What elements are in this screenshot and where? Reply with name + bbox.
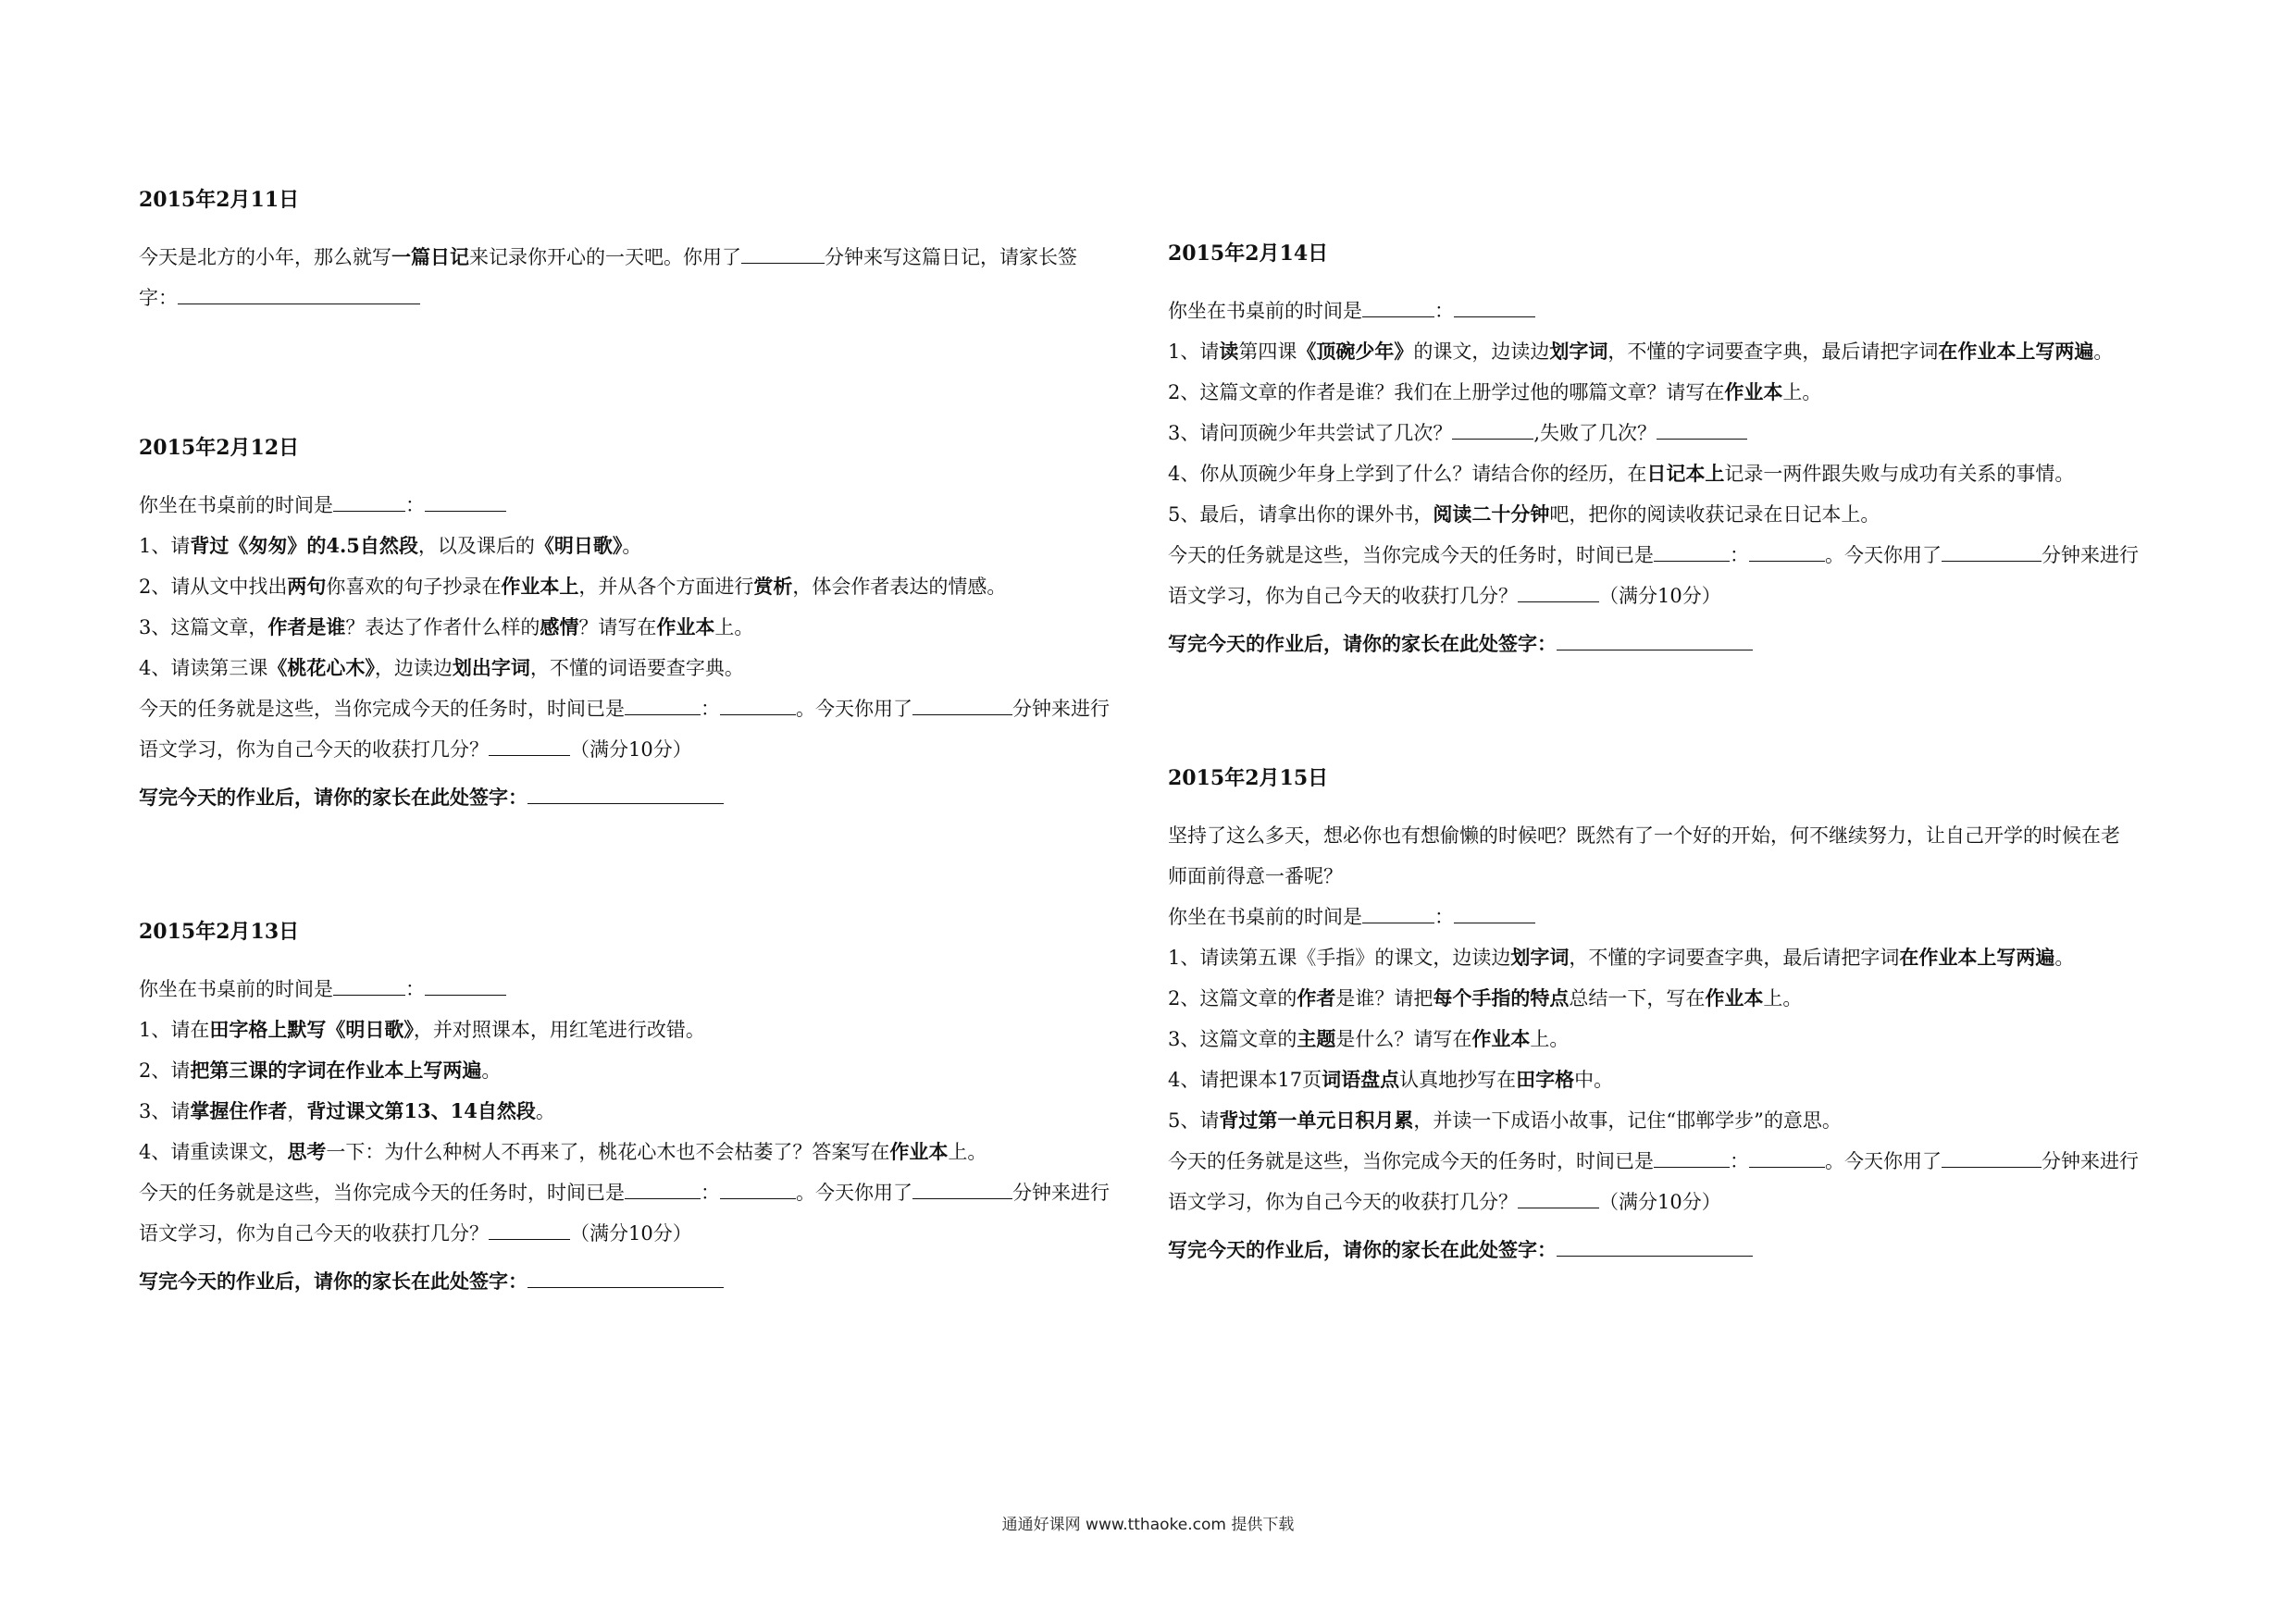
bold-text: 在作业本上写两遍 (1938, 340, 2094, 363)
bold-text: 阅读二十分钟 (1433, 502, 1550, 526)
summary-line-2 (1168, 576, 2167, 616)
end-hour-blank[interactable] (625, 713, 701, 715)
total-minutes-blank[interactable] (1942, 560, 2042, 562)
text: 3、请问顶碗少年共尝试了几次？ (1168, 422, 1453, 444)
minutes-blank[interactable] (741, 262, 825, 264)
task-2 (139, 1050, 1138, 1091)
end-hour-blank[interactable] (1654, 1166, 1730, 1168)
score-blank[interactable] (1518, 601, 1599, 602)
total-minutes-blank[interactable] (1942, 1166, 2042, 1168)
task-line (139, 237, 1138, 278)
end-hour-blank[interactable] (1654, 560, 1730, 562)
text: 。今天你用了 (1825, 1150, 1942, 1172)
text: ,失败了几次？ (1533, 422, 1657, 444)
text: 来记录你开心的一天吧。你用了 (469, 246, 741, 268)
text: ，并读一下成语小故事，记住“邯郸学步”的意思。 (1413, 1109, 1842, 1132)
text: 2、请从文中找出 (139, 576, 288, 598)
text: ： (701, 698, 720, 720)
bold-text: 两句 (287, 575, 327, 598)
text: 语文学习，你为自己今天的收获打几分？ (1168, 1191, 1518, 1213)
task-3 (1168, 1019, 2167, 1059)
bold-text: 掌握住作者 (190, 1099, 288, 1122)
text: ， (287, 1100, 307, 1122)
text: 5、最后，请拿出你的课外书， (1168, 503, 1433, 526)
text: 今天的任务就是这些，当你完成今天的任务时，时间已是 (139, 1182, 625, 1204)
text: 。今天你用了 (796, 1182, 912, 1204)
total-minutes-blank[interactable] (912, 1197, 1012, 1199)
task-5 (1168, 494, 2167, 535)
bold-text: 划字词 (1549, 340, 1608, 363)
page-footer: 通通好课网 www.tthaoke.com 提供下载 (1001, 1516, 1295, 1534)
text: 你喜欢的句子抄录在 (326, 576, 502, 598)
section-date: 2015年2月14日 (1168, 242, 1329, 266)
text: ： (405, 494, 425, 516)
time-line (139, 969, 1138, 1010)
bold-text: 作业本 (656, 615, 715, 638)
bold-text: 作业本 (1724, 380, 1783, 403)
text: 3、请 (139, 1100, 191, 1122)
text: 写完今天的作业后，请你的家长在此处签字： (139, 786, 527, 809)
bold-text: 词语盘点 (1322, 1068, 1400, 1091)
bold-text: 感情 (540, 615, 579, 638)
text: 总结一下，写在 (1569, 987, 1706, 1010)
task-3 (139, 607, 1138, 648)
text: 5、请 (1168, 1109, 1220, 1132)
task-1 (139, 526, 1138, 566)
text: （满分10分） (1599, 1191, 1721, 1213)
text: 今天的任务就是这些，当你完成今天的任务时，时间已是 (139, 698, 625, 720)
text: 分钟来进行 (1012, 1182, 1110, 1204)
section-date: 2015年2月12日 (139, 436, 300, 460)
end-minute-blank[interactable] (1749, 560, 1825, 562)
hour-blank[interactable] (1362, 316, 1434, 317)
text: 语文学习，你为自己今天的收获打几分？ (139, 738, 489, 761)
text: 上。 (714, 616, 754, 638)
task-2 (1168, 978, 2167, 1019)
section-date: 2015年2月13日 (139, 920, 300, 944)
text: 记录一两件跟失败与成功有关系的事情。 (1724, 463, 2075, 485)
text: 3、这篇文章的 (1168, 1028, 1297, 1050)
bold-text: 作业本 (889, 1140, 949, 1163)
intro-line-1: 坚持了这么多天，想必你也有想偷懒的时候吧？既然有了一个好的开始，何不继续努力，让自己开学的时候在老 (1168, 824, 2120, 847)
task-4 (1168, 453, 2167, 494)
text: 4、你从顶碗少年身上学到了什么？请结合你的经历，在 (1168, 463, 1647, 485)
text: 吧，把你的阅读收获记录在日记本上。 (1549, 503, 1880, 526)
text: （满分10分） (570, 738, 692, 761)
bold-text: 赏析 (753, 575, 793, 598)
text: （满分10分） (1599, 585, 1721, 607)
intro-line-2: 师面前得意一番呢？ (1168, 865, 1343, 887)
attempts-blank[interactable] (1452, 438, 1533, 440)
bold-text: 《明日歌》 (534, 534, 623, 557)
bold-text: 背过《匆匆》的4.5自然段 (190, 534, 418, 557)
minute-blank[interactable] (1454, 316, 1535, 317)
bold-text: 每个手指的特点 (1433, 986, 1570, 1010)
hour-blank[interactable] (333, 994, 405, 996)
text: 1、请 (1168, 341, 1220, 363)
text: ： (405, 978, 425, 1000)
text: ？请写在 (578, 616, 657, 638)
task-5 (1168, 1100, 2167, 1141)
task-2 (1168, 372, 2167, 413)
text: ，不懂的词语要查字典。 (529, 657, 744, 679)
text: 分钟来进行 (2042, 544, 2139, 566)
text: 分钟来进行 (1012, 698, 1110, 720)
task-4 (139, 648, 1138, 688)
task-1 (1168, 331, 2167, 372)
failures-blank[interactable] (1657, 438, 1747, 440)
text: 写完今天的作业后，请你的家长在此处签字： (139, 1270, 527, 1293)
time-line (139, 485, 1138, 526)
total-minutes-blank[interactable] (912, 713, 1012, 715)
text: 上。 (1763, 987, 1803, 1010)
summary-line-1 (1168, 1141, 2167, 1182)
text: 4、请读第三课 (139, 657, 268, 679)
text: 分钟来写这篇日记，请家长签 (825, 246, 1077, 268)
bold-text: 在作业本上写两遍 (1899, 946, 2055, 969)
text: ： (1434, 300, 1454, 322)
text: ，不懂的字词要查字典，最后请把字词 (1607, 341, 1939, 363)
summary-line-1 (139, 1172, 1138, 1213)
bold-text: 《桃花心木》 (267, 656, 375, 679)
end-minute-blank[interactable] (1749, 1166, 1825, 1168)
score-blank[interactable] (489, 754, 570, 756)
text: 上。 (1530, 1028, 1570, 1050)
parent-signature-blank[interactable] (527, 1286, 724, 1288)
text: 你坐在书桌前的时间是 (1168, 906, 1362, 928)
end-minute-blank[interactable] (720, 713, 796, 715)
text: 1、请在 (139, 1019, 210, 1041)
bold-text: 划字词 (1510, 946, 1570, 969)
bold-text: 田字格 (1516, 1068, 1575, 1091)
text: 一下：为什么种树人不再来了，桃花心木也不会枯萎了？答案写在 (326, 1141, 890, 1163)
bold-text: 作业本 (1705, 986, 1764, 1010)
parent-signature-blank[interactable] (178, 303, 420, 304)
summary-line-2 (139, 729, 1138, 770)
text: 分钟来进行 (2042, 1150, 2139, 1172)
section-feb-14 (1168, 239, 2167, 664)
text: 。 (622, 535, 642, 557)
text: 上。 (1782, 381, 1822, 403)
text: 是谁？请把 (1335, 987, 1433, 1010)
text: 认真地抄写在 (1399, 1069, 1517, 1091)
bold-text: 一篇日记 (391, 245, 469, 268)
bold-text: 作业本上 (501, 575, 579, 598)
text: ： (1434, 906, 1454, 928)
bold-text: 思考 (287, 1140, 327, 1163)
signature-line (139, 278, 1138, 318)
bold-text: 日记本上 (1646, 462, 1725, 485)
parent-signature-blank[interactable] (1557, 1255, 1753, 1257)
text: 你坐在书桌前的时间是 (139, 494, 333, 516)
parent-signature-line (1168, 1230, 2167, 1270)
text: 2、这篇文章的 (1168, 987, 1297, 1010)
task-1 (139, 1010, 1138, 1050)
bold-text: 背过课文第13、14自然段 (306, 1099, 536, 1122)
bold-text: 田字格上默写《明日歌》 (209, 1018, 414, 1041)
task-1 (1168, 937, 2167, 978)
summary-line-2 (139, 1213, 1138, 1254)
section-feb-15 (1168, 763, 2167, 1270)
text: 。今天你用了 (796, 698, 912, 720)
text: 上。 (948, 1141, 987, 1163)
section-feb-13 (139, 917, 1138, 1302)
text: ？表达了作者什么样的 (345, 616, 540, 638)
text: 第四课 (1238, 341, 1297, 363)
text: 中。 (1574, 1069, 1614, 1091)
text: 写完今天的作业后，请你的家长在此处签字： (1168, 632, 1557, 655)
end-minute-blank[interactable] (720, 1197, 796, 1199)
text: 4、请把课本17页 (1168, 1069, 1322, 1091)
time-line (1168, 897, 2167, 937)
bold-text: 《顶碗少年》 (1297, 340, 1414, 363)
text: 3、这篇文章， (139, 616, 268, 638)
hour-blank[interactable] (1362, 922, 1434, 923)
bold-text: 作业本 (1471, 1027, 1531, 1050)
text: 写完今天的作业后，请你的家长在此处签字： (1168, 1238, 1557, 1261)
task-4 (1168, 1059, 2167, 1100)
minute-blank[interactable] (1454, 922, 1535, 923)
section-feb-11 (139, 185, 1138, 318)
text: ，并从各个方面进行 (578, 576, 754, 598)
text: ，并对照课本，用红笔进行改错。 (413, 1019, 705, 1041)
text: 。 (2093, 341, 2114, 363)
bold-text: 背过第一单元日积月累 (1219, 1109, 1414, 1132)
right-column (1168, 239, 2167, 1290)
task-2 (139, 566, 1138, 607)
text: 1、请读第五课《手指》的课文，边读边 (1168, 947, 1511, 969)
task-3 (1168, 413, 2167, 453)
text: 2、这篇文章的作者是谁？我们在上册学过他的哪篇文章？请写在 (1168, 381, 1725, 403)
bold-text: 把第三课的字词在作业本上写两遍 (190, 1059, 482, 1082)
text: 。今天你用了 (1825, 544, 1942, 566)
text: 你坐在书桌前的时间是 (1168, 300, 1362, 322)
time-line (1168, 291, 2167, 331)
parent-signature-blank[interactable] (1557, 649, 1753, 650)
section-date: 2015年2月11日 (139, 188, 300, 212)
text: ，边读边 (374, 657, 453, 679)
text: 的课文，边读边 (1413, 341, 1550, 363)
end-hour-blank[interactable] (625, 1197, 701, 1199)
summary-line-1 (139, 688, 1138, 729)
bold-text: 作者 (1297, 986, 1336, 1010)
parent-signature-blank[interactable] (527, 802, 724, 804)
text: ： (701, 1182, 720, 1204)
text: 今天是北方的小年，那么就写 (139, 246, 391, 268)
text: 语文学习，你为自己今天的收获打几分？ (1168, 585, 1518, 607)
text: 1、请 (139, 535, 191, 557)
text: 语文学习，你为自己今天的收获打几分？ (139, 1222, 489, 1245)
text: 4、请重读课文， (139, 1141, 288, 1163)
text: 2、请 (139, 1059, 191, 1082)
score-blank[interactable] (1518, 1207, 1599, 1208)
minute-blank[interactable] (425, 994, 506, 996)
text: ，不懂的字词要查字典，最后请把字词 (1569, 947, 1900, 969)
text: 。 (2054, 947, 2075, 969)
parent-signature-line (1168, 624, 2167, 664)
task-3 (139, 1091, 1138, 1132)
text: 。 (481, 1059, 502, 1082)
bold-text: 划出字词 (452, 656, 530, 679)
text: 是什么？请写在 (1335, 1028, 1472, 1050)
text: 今天的任务就是这些，当你完成今天的任务时，时间已是 (1168, 1150, 1654, 1172)
bold-text: 作者是谁 (267, 615, 346, 638)
score-blank[interactable] (489, 1238, 570, 1240)
parent-signature-line (139, 777, 1138, 818)
task-4 (139, 1132, 1138, 1172)
text: ，体会作者表达的情感。 (792, 576, 1007, 598)
summary-line-1 (1168, 535, 2167, 576)
text: 今天的任务就是这些，当你完成今天的任务时，时间已是 (1168, 544, 1654, 566)
minute-blank[interactable] (425, 510, 506, 512)
hour-blank[interactable] (333, 510, 405, 512)
text: ： (1730, 1150, 1749, 1172)
left-column (139, 185, 1138, 1321)
text: 。 (535, 1100, 555, 1122)
text: 你坐在书桌前的时间是 (139, 978, 333, 1000)
bold-text: 读 (1219, 340, 1239, 363)
parent-signature-line (139, 1261, 1138, 1302)
section-feb-12 (139, 433, 1138, 818)
text: （满分10分） (570, 1222, 692, 1245)
summary-line-2 (1168, 1182, 2167, 1222)
text: 字： (139, 287, 178, 309)
text: ，以及课后的 (417, 535, 535, 557)
bold-text: 主题 (1297, 1027, 1336, 1050)
text: ： (1730, 544, 1749, 566)
section-date: 2015年2月15日 (1168, 766, 1329, 790)
